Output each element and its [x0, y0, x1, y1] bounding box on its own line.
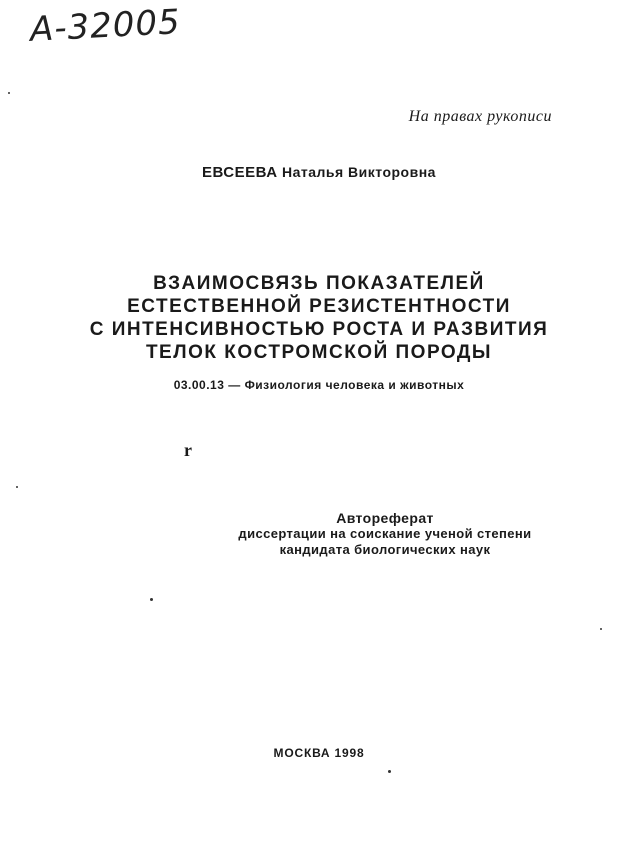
archive-code-handwritten: А-32005 [29, 2, 182, 50]
scan-speck [600, 628, 602, 630]
specialty-code: 03.00.13 — Физиология человека и животных [173, 378, 465, 392]
city-year: МОСКВА 1998 [273, 746, 365, 760]
scan-speck [16, 486, 18, 488]
scan-speck [150, 598, 153, 601]
rights-note: На правах рукописи [408, 108, 552, 125]
stray-mark: r [184, 440, 192, 460]
author-surname: ЕВСЕЕВА [202, 164, 278, 181]
scan-speck [8, 92, 10, 94]
abstract-line: диссертации на соискание ученой степени [238, 526, 532, 541]
abstract-line: кандидата биологических наук [279, 542, 491, 557]
dissertation-title [0, 272, 638, 364]
abstract-block [210, 510, 560, 558]
title-line: ЕСТЕСТВЕННОЙ РЕЗИСТЕНТНОСТИ [127, 296, 511, 317]
author-given-names: Наталья Викторовна [281, 164, 436, 180]
title-line: С ИНТЕНСИВНОСТЬЮ РОСТА И РАЗВИТИЯ [89, 319, 549, 340]
title-line: ВЗАИМОСВЯЗЬ ПОКАЗАТЕЛЕЙ [153, 273, 485, 294]
abstract-heading: Автореферат [336, 510, 434, 526]
author-name [0, 164, 638, 181]
scan-speck [388, 770, 391, 773]
title-line: ТЕЛОК КОСТРОМСКОЙ ПОРОДЫ [145, 342, 493, 363]
